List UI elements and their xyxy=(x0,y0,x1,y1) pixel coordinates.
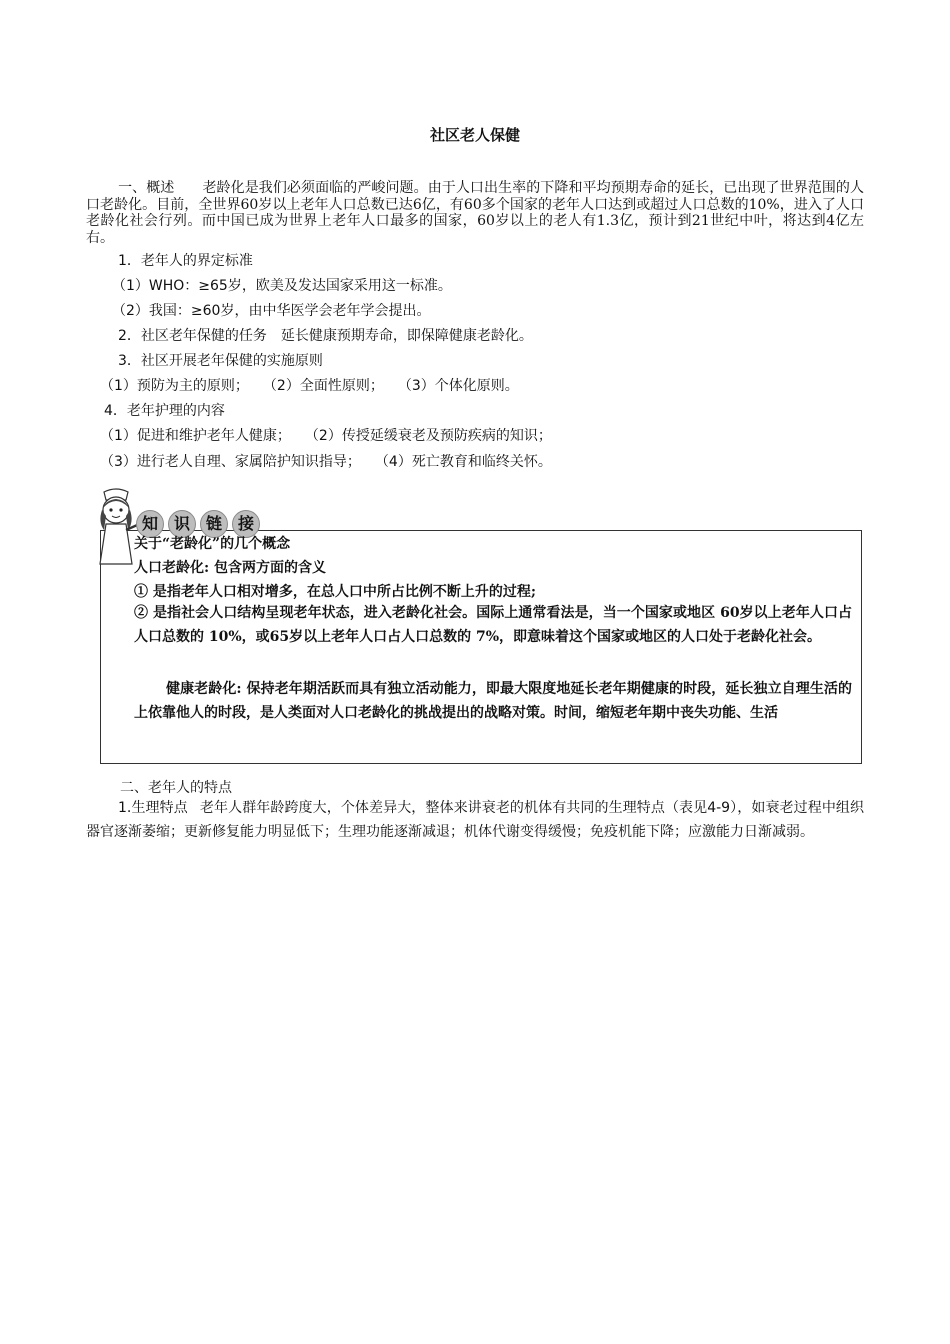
badge-shi: 识 xyxy=(168,510,196,538)
item-3-b: （2）全面性原则； xyxy=(262,378,384,394)
item-1-a: （1）WHO：≥65岁，欧美及发达国家采用这一标准。 xyxy=(112,278,452,294)
item-3-heading: 3．社区开展老年保健的实施原则 xyxy=(118,353,323,369)
section-2-paragraph xyxy=(86,796,864,844)
item-1-b: （2）我国：≥60岁，由中华医学会老年学会提出。 xyxy=(112,303,431,319)
item-2-label: 2．社区老年保健的任务 xyxy=(118,328,267,344)
item-4-heading: 4．老年护理的内容 xyxy=(104,403,225,419)
overview-text: 老龄化是我们必须面临的严峻问题。由于人口出生率的下降和平均预期寿命的延长，已出现了世界范围的人口老龄化。目前，全世界60岁以上老年人口总数已达6亿，有60多个国家的老年人口达到或超过人口总数的10%，进入了人口老龄化社会行列。而中国已成为世界上老年人口最多的国家，60岁以上的老人有1.3亿，预计到21世纪中叶，将达到4亿左右。 xyxy=(86,180,865,246)
section-2-label: 1.生理特点 xyxy=(118,800,188,816)
item-4-a: （1）促进和维护老年人健康； xyxy=(100,428,291,444)
knowledge-line-2: 人口老龄化: 包含两方面的含义 xyxy=(134,560,327,576)
item-2 xyxy=(118,325,533,345)
item-3-a: （1）预防为主的原则； xyxy=(100,378,249,394)
item-1-heading: 1．老年人的界定标准 xyxy=(118,253,253,269)
item-4-row-2 xyxy=(100,451,552,471)
knowledge-line-1: 关于“老龄化”的几个概念 xyxy=(134,536,291,552)
item-3-c: （3）个体化原则。 xyxy=(397,378,519,394)
knowledge-line-3: ① 是指老年人口相对增多，在总人口中所占比例不断上升的过程; xyxy=(134,584,537,600)
item-4-b: （2）传授延缓衰老及预防疾病的知识； xyxy=(304,428,552,444)
badge-jie: 接 xyxy=(232,510,260,538)
item-4-row-1 xyxy=(100,425,552,445)
item-4-c: （3）进行老人自理、家属陪护知识指导； xyxy=(100,454,361,470)
item-3-list xyxy=(100,375,519,395)
overview-heading: 一、概述 xyxy=(118,180,175,196)
item-4-d: （4）死亡教育和临终关怀。 xyxy=(374,454,552,470)
item-2-text: 延长健康预期寿命，即保障健康老龄化。 xyxy=(280,328,533,344)
knowledge-paragraph-5: 健康老龄化: 保持老年期活跃而具有独立活动能力，即最大限度地延长老年期健康的时段，延长独立自理生活的上依靠他人的时段，是人类面对人口老龄化的挑战提出的战略对策。时间，缩短老年期中丧失功能、生活 xyxy=(134,681,852,721)
page-title: 社区老人保健 xyxy=(429,126,520,144)
section-2-text: 老年人群年龄跨度大，个体差异大，整体来讲衰老的机体有共同的生理特点（表见4-9），如衰老过程中组织器官逐渐萎缩；更新修复能力明显低下；生理功能逐渐减退；机体代谢变得缓慢；免疫机能下降；应激能力日渐减弱。 xyxy=(86,800,864,840)
overview-paragraph xyxy=(86,180,864,246)
knowledge-paragraph-4: ② 是指社会人口结构呈现老年状态，进入老龄化社会。国际上通常看法是，当一个国家或地区 60岁以上老年人口占人口总数的 10%，或65岁以上老年人口占人口总数的 7%，即意味着这个国家或地区的人口处于老龄化社会。 xyxy=(134,605,852,645)
section-2-title: 二、老年人的特点 xyxy=(120,780,232,796)
badge-zhi: 知 xyxy=(136,510,164,538)
badge-lian: 链 xyxy=(200,510,228,538)
